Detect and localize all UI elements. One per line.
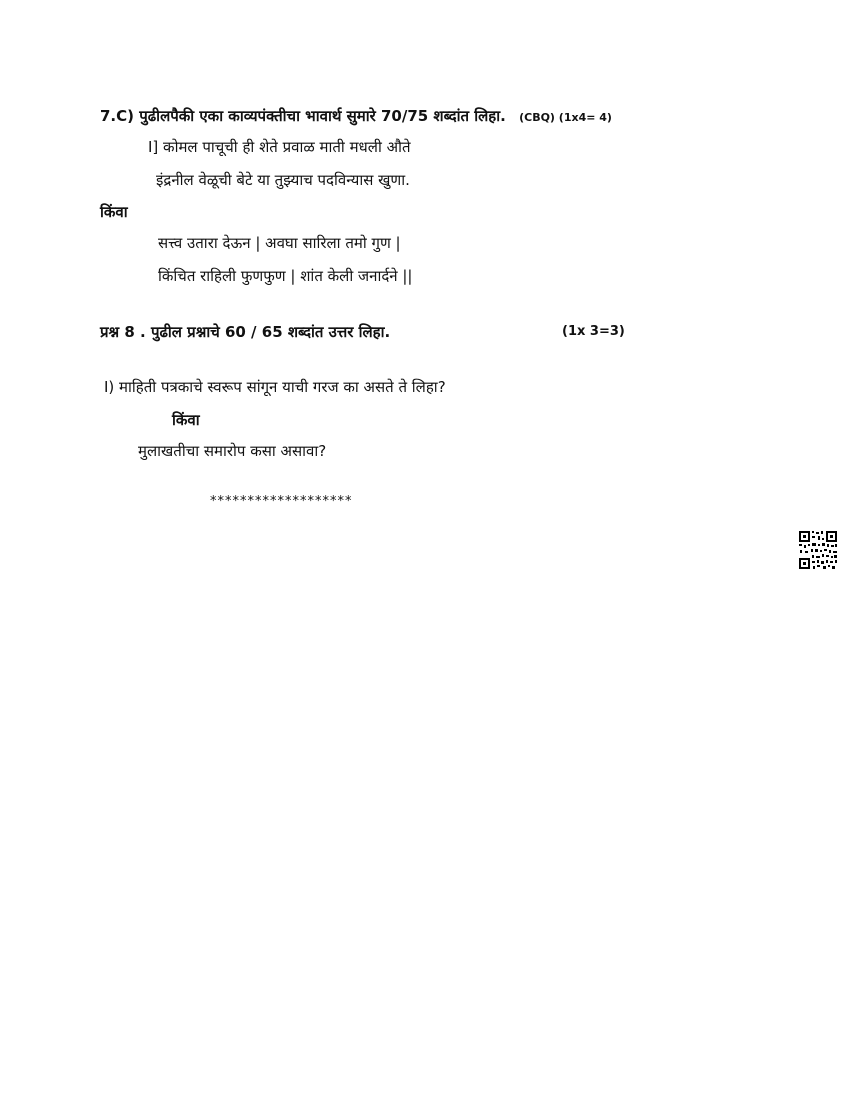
qr-code-icon xyxy=(798,530,838,570)
q7-option2-line2: किंचित राहिली फुणफुण | शांत केली जनार्दने || xyxy=(158,267,413,285)
q7-or-label: किंवा xyxy=(100,203,128,221)
q8-or-label: किंवा xyxy=(172,411,200,429)
end-marker: ******************* xyxy=(210,494,353,509)
q7-option2-line1: सत्त्व उतारा देऊन | अवघा सारिला तमो गुण | xyxy=(158,234,401,252)
q8-heading: प्रश्न 8 . पुढील प्रश्नाचे 60 / 65 शब्दांत उत्तर लिहा. xyxy=(100,323,391,341)
q7-marks: (CBQ) (1x4= 4) xyxy=(519,111,612,124)
q7-option1-line2: इंद्रनील वेळूची बेटे या तुझ्याच पदविन्यास खुणा. xyxy=(156,171,410,189)
q7-heading: 7.C) पुढीलपैकी एका काव्यपंक्तीचा भावार्थ सुमारे 70/75 शब्दांत लिहा. xyxy=(100,107,506,125)
q8-option1: I) माहिती पत्रकाचे स्वरूप सांगून याची गरज का असते ते लिहा? xyxy=(104,378,446,396)
q7-option1-line1: I] कोमल पाचूची ही शेते प्रवाळ माती मधली औते xyxy=(148,138,411,156)
q8-marks: (1x 3=3) xyxy=(562,324,625,339)
q8-option2: मुलाखतीचा समारोप कसा असावा? xyxy=(138,442,327,460)
